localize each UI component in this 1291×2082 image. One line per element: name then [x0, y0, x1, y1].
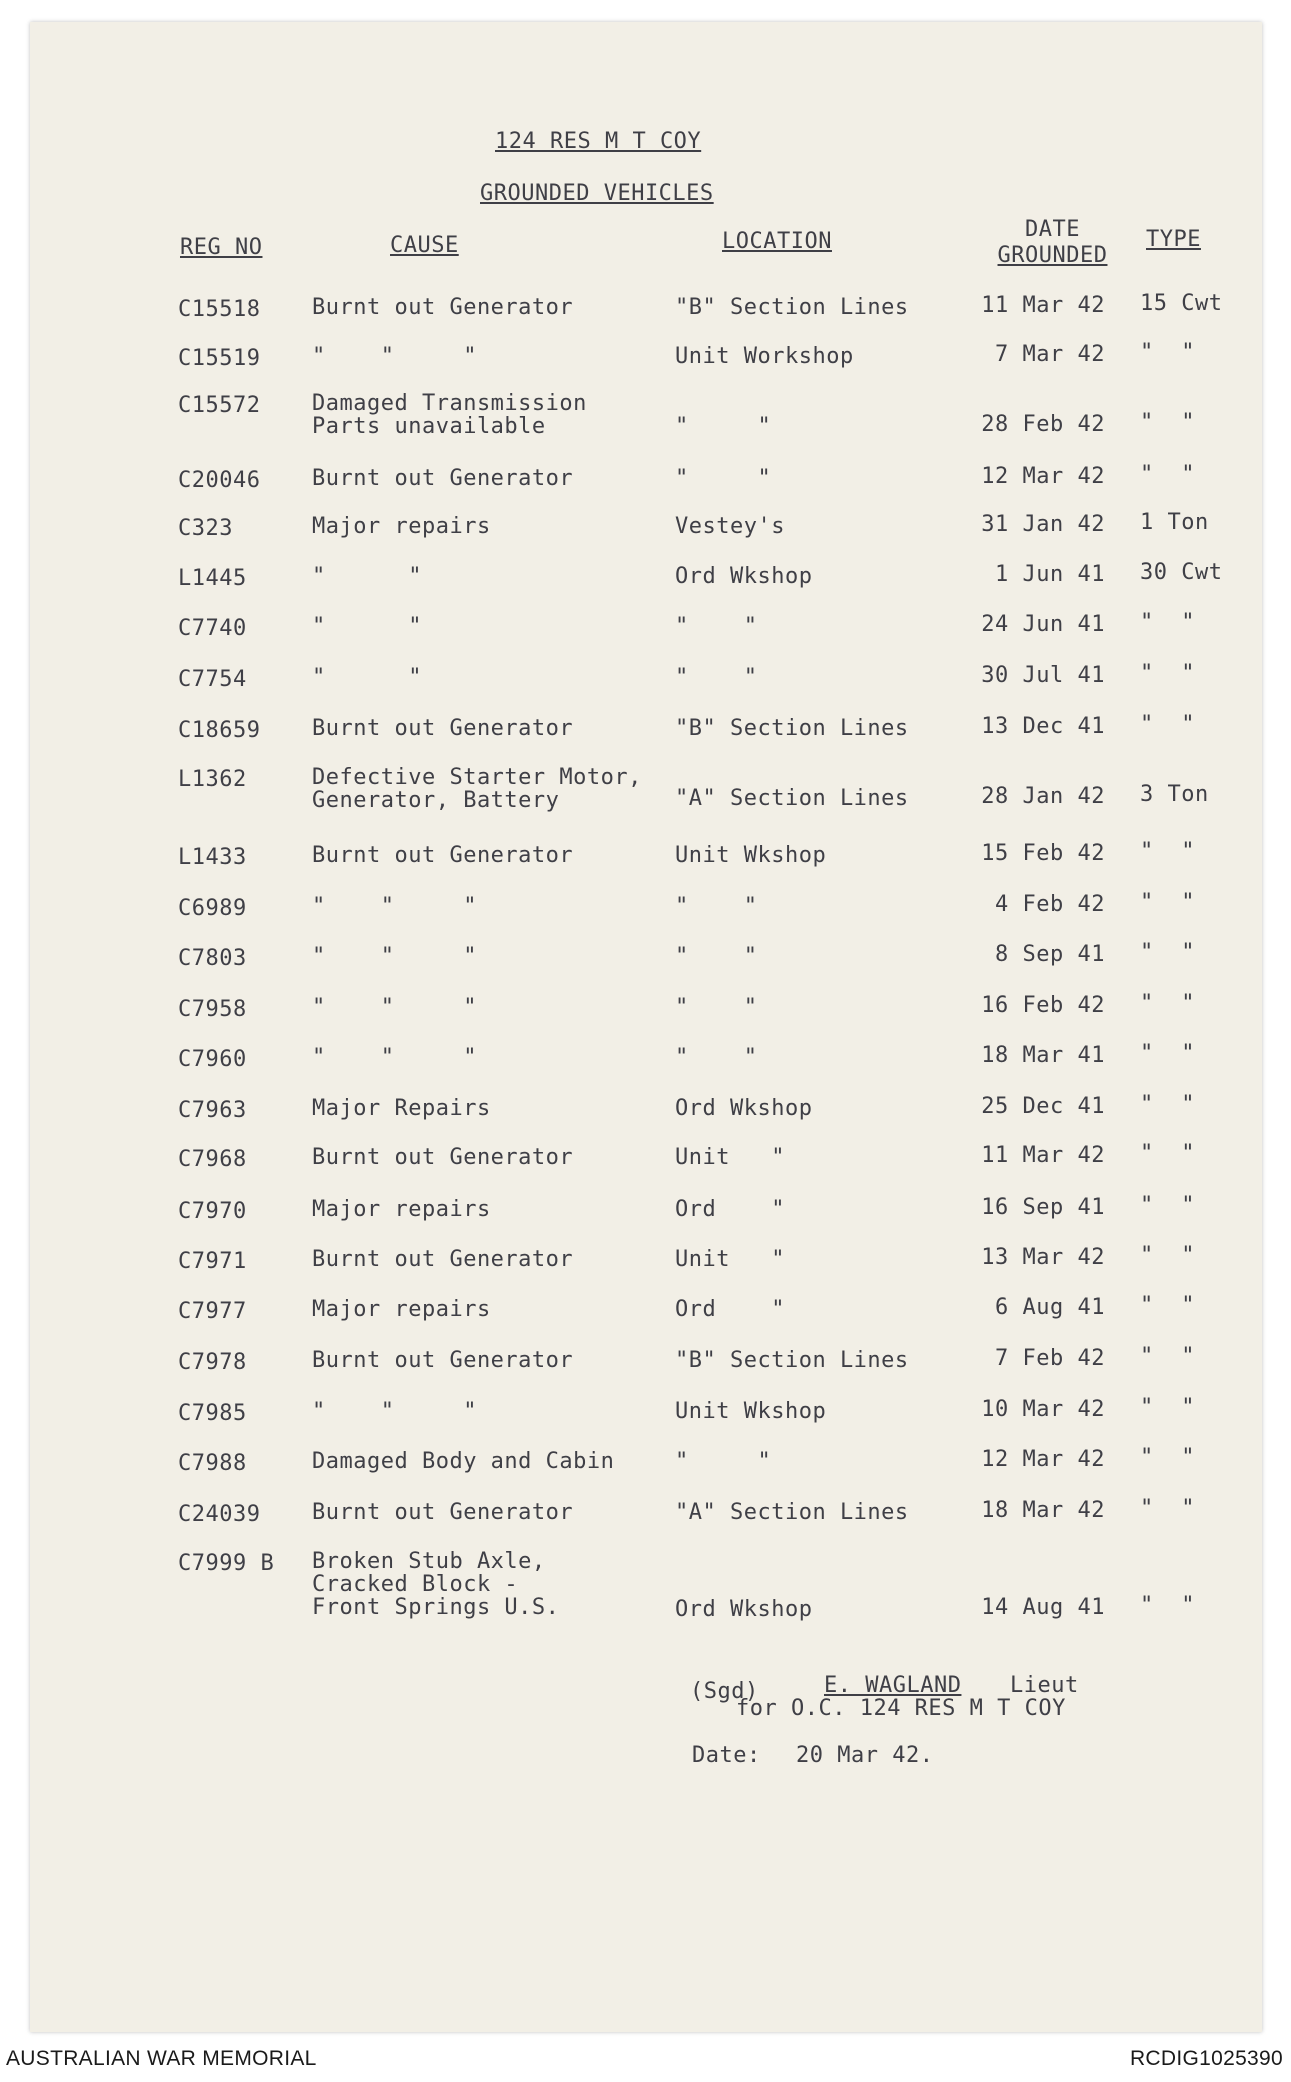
- table-cell-location: "B" Section Lines: [675, 1348, 909, 1373]
- table-cell-cause: Defective Starter Motor, Generator, Battery: [312, 765, 642, 814]
- table-cell-type: " ": [1140, 340, 1195, 365]
- column-header-cause: CAUSE: [390, 233, 459, 258]
- table-cell-cause: Major repairs: [312, 1297, 491, 1322]
- table-cell-date-grounded: 14 Aug 41: [981, 1595, 1105, 1620]
- column-header-date-line1: DATE: [1025, 217, 1080, 242]
- table-cell-location: Unit ": [675, 1145, 785, 1170]
- table-cell-type: " ": [1140, 1243, 1195, 1268]
- document-page: [30, 22, 1262, 2032]
- table-cell-reg-no: C7958: [178, 997, 247, 1022]
- table-cell-location: " ": [675, 614, 758, 639]
- table-cell-type: " ": [1140, 1041, 1195, 1066]
- table-cell-date-grounded: 30 Jul 41: [981, 663, 1105, 688]
- table-cell-reg-no: C7978: [178, 1350, 247, 1375]
- table-cell-location: " ": [675, 1449, 772, 1474]
- table-cell-date-grounded: 7 Feb 42: [995, 1346, 1105, 1371]
- table-cell-date-grounded: 13 Mar 42: [981, 1245, 1105, 1270]
- table-cell-date-grounded: 6 Aug 41: [995, 1295, 1105, 1320]
- table-cell-type: " ": [1140, 1445, 1195, 1470]
- table-cell-reg-no: C7977: [178, 1299, 247, 1324]
- table-cell-date-grounded: 11 Mar 42: [981, 293, 1105, 318]
- table-cell-type: 15 Cwt: [1140, 291, 1223, 316]
- table-cell-date-grounded: 28 Jan 42: [981, 784, 1105, 809]
- table-cell-cause: " " ": [312, 344, 477, 369]
- table-cell-reg-no: L1362: [178, 767, 247, 792]
- table-cell-location: Unit Workshop: [675, 344, 854, 369]
- signature-date-label: Date:: [692, 1743, 761, 1768]
- table-cell-location: "A" Section Lines: [675, 1500, 909, 1525]
- table-cell-reg-no: C7970: [178, 1199, 247, 1224]
- table-cell-cause: Major Repairs: [312, 1096, 491, 1121]
- table-cell-cause: Burnt out Generator: [312, 1348, 574, 1373]
- table-cell-type: 3 Ton: [1140, 782, 1209, 807]
- table-cell-location: " ": [675, 414, 772, 439]
- table-cell-reg-no: C15519: [178, 346, 261, 371]
- table-cell-reg-no: C24039: [178, 1502, 261, 1527]
- table-cell-date-grounded: 16 Sep 41: [981, 1195, 1105, 1220]
- table-cell-location: Unit Wkshop: [675, 843, 827, 868]
- table-cell-cause: " " ": [312, 944, 477, 969]
- table-cell-date-grounded: 8 Sep 41: [995, 942, 1105, 967]
- table-cell-cause: Burnt out Generator: [312, 466, 574, 491]
- table-cell-cause: " " ": [312, 995, 477, 1020]
- table-cell-cause: Burnt out Generator: [312, 716, 574, 741]
- table-cell-reg-no: C6989: [178, 896, 247, 921]
- table-cell-type: " ": [1140, 839, 1195, 864]
- table-cell-reg-no: C7803: [178, 946, 247, 971]
- table-cell-location: " ": [675, 995, 758, 1020]
- table-cell-reg-no: C15518: [178, 297, 261, 322]
- table-cell-date-grounded: 11 Mar 42: [981, 1143, 1105, 1168]
- table-cell-date-grounded: 10 Mar 42: [981, 1397, 1105, 1422]
- table-cell-reg-no: C323: [178, 516, 233, 541]
- table-cell-type: " ": [1140, 462, 1195, 487]
- column-header-location: LOCATION: [722, 229, 832, 254]
- table-cell-location: Ord ": [675, 1297, 785, 1322]
- table-cell-cause: Burnt out Generator: [312, 843, 574, 868]
- table-cell-location: " ": [675, 466, 772, 491]
- table-cell-location: Ord Wkshop: [675, 1096, 813, 1121]
- table-cell-reg-no: C7985: [178, 1401, 247, 1426]
- table-cell-reg-no: C7960: [178, 1047, 247, 1072]
- table-cell-date-grounded: 1 Jun 41: [995, 562, 1105, 587]
- table-cell-type: " ": [1140, 1593, 1195, 1618]
- table-cell-type: " ": [1140, 940, 1195, 965]
- table-cell-reg-no: C15572: [178, 393, 261, 418]
- document-title: GROUNDED VEHICLES: [480, 181, 714, 206]
- table-cell-cause: Burnt out Generator: [312, 1247, 574, 1272]
- signature-name: E. WAGLAND: [824, 1673, 962, 1698]
- table-cell-location: Ord ": [675, 1197, 785, 1222]
- table-cell-date-grounded: 16 Feb 42: [981, 993, 1105, 1018]
- table-cell-location: Unit Wkshop: [675, 1399, 827, 1424]
- column-header-reg-no: REG NO: [180, 235, 263, 260]
- table-cell-location: Ord Wkshop: [675, 564, 813, 589]
- table-cell-type: " ": [1140, 1092, 1195, 1117]
- signature-for-line: for O.C. 124 RES M T COY: [736, 1696, 1066, 1721]
- table-cell-type: 30 Cwt: [1140, 560, 1223, 585]
- table-cell-reg-no: C7754: [178, 667, 247, 692]
- table-cell-location: " ": [675, 665, 758, 690]
- footer-institution: AUSTRALIAN WAR MEMORIAL: [6, 2047, 317, 2070]
- table-cell-cause: Burnt out Generator: [312, 1500, 574, 1525]
- table-cell-reg-no: C7999 B: [178, 1551, 275, 1576]
- table-cell-cause: Burnt out Generator: [312, 295, 574, 320]
- table-cell-date-grounded: 25 Dec 41: [981, 1094, 1105, 1119]
- table-cell-reg-no: C18659: [178, 718, 261, 743]
- table-cell-reg-no: C20046: [178, 468, 261, 493]
- table-cell-date-grounded: 13 Dec 41: [981, 714, 1105, 739]
- table-cell-date-grounded: 4 Feb 42: [995, 892, 1105, 917]
- table-cell-cause: " " ": [312, 1045, 477, 1070]
- table-cell-reg-no: C7988: [178, 1451, 247, 1476]
- table-cell-type: " ": [1140, 1193, 1195, 1218]
- table-cell-type: " ": [1140, 1395, 1195, 1420]
- table-cell-reg-no: C7963: [178, 1098, 247, 1123]
- table-cell-type: 1 Ton: [1140, 510, 1209, 535]
- table-cell-location: Ord Wkshop: [675, 1597, 813, 1622]
- table-cell-reg-no: C7971: [178, 1249, 247, 1274]
- table-cell-location: "B" Section Lines: [675, 716, 909, 741]
- table-cell-date-grounded: 24 Jun 41: [981, 612, 1105, 637]
- table-cell-cause: Broken Stub Axle, Cracked Block - Front Springs U.S.: [312, 1549, 560, 1621]
- table-cell-location: Unit ": [675, 1247, 785, 1272]
- table-cell-date-grounded: 18 Mar 41: [981, 1043, 1105, 1068]
- table-cell-type: " ": [1140, 1293, 1195, 1318]
- table-cell-location: " ": [675, 1045, 758, 1070]
- table-cell-date-grounded: 31 Jan 42: [981, 512, 1105, 537]
- table-cell-type: " ": [1140, 1141, 1195, 1166]
- footer-catalogue-id: RCDIG1025390: [1129, 2047, 1283, 2070]
- table-cell-cause: " " ": [312, 894, 477, 919]
- column-header-date-line2: GROUNDED: [997, 243, 1108, 268]
- table-cell-location: "A" Section Lines: [675, 786, 909, 811]
- table-cell-date-grounded: 7 Mar 42: [995, 342, 1105, 367]
- table-cell-reg-no: C7740: [178, 616, 247, 641]
- table-cell-type: " ": [1140, 890, 1195, 915]
- table-cell-date-grounded: 15 Feb 42: [981, 841, 1105, 866]
- table-cell-reg-no: L1433: [178, 845, 247, 870]
- table-cell-cause: Major repairs: [312, 514, 491, 539]
- table-cell-cause: Damaged Body and Cabin: [312, 1449, 615, 1474]
- table-cell-date-grounded: 12 Mar 42: [981, 464, 1105, 489]
- table-cell-location: Vestey's: [675, 514, 785, 539]
- table-cell-reg-no: C7968: [178, 1147, 247, 1172]
- table-cell-cause: " ": [312, 665, 422, 690]
- table-cell-reg-no: L1445: [178, 566, 247, 591]
- table-cell-location: " ": [675, 894, 758, 919]
- signature-rank: Lieut: [1010, 1673, 1079, 1698]
- table-cell-type: " ": [1140, 1344, 1195, 1369]
- unit-heading: 124 RES M T COY: [495, 129, 702, 154]
- table-cell-type: " ": [1140, 991, 1195, 1016]
- table-cell-location: "B" Section Lines: [675, 295, 909, 320]
- table-cell-cause: " " ": [312, 1399, 477, 1424]
- column-header-type: TYPE: [1146, 227, 1201, 252]
- table-cell-type: " ": [1140, 712, 1195, 737]
- table-cell-cause: " ": [312, 614, 422, 639]
- table-cell-date-grounded: 12 Mar 42: [981, 1447, 1105, 1472]
- signature-sgd: (Sgd): [690, 1679, 759, 1704]
- table-cell-type: " ": [1140, 610, 1195, 635]
- table-cell-type: " ": [1140, 1496, 1195, 1521]
- table-cell-cause: " ": [312, 564, 422, 589]
- table-cell-type: " ": [1140, 661, 1195, 686]
- table-cell-date-grounded: 28 Feb 42: [981, 412, 1105, 437]
- signature-date-value: 20 Mar 42.: [796, 1743, 934, 1768]
- table-cell-cause: Major repairs: [312, 1197, 491, 1222]
- table-cell-location: " ": [675, 944, 758, 969]
- table-cell-type: " ": [1140, 410, 1195, 435]
- table-cell-cause: Burnt out Generator: [312, 1145, 574, 1170]
- table-cell-date-grounded: 18 Mar 42: [981, 1498, 1105, 1523]
- table-cell-cause: Damaged Transmission Parts unavailable: [312, 391, 587, 440]
